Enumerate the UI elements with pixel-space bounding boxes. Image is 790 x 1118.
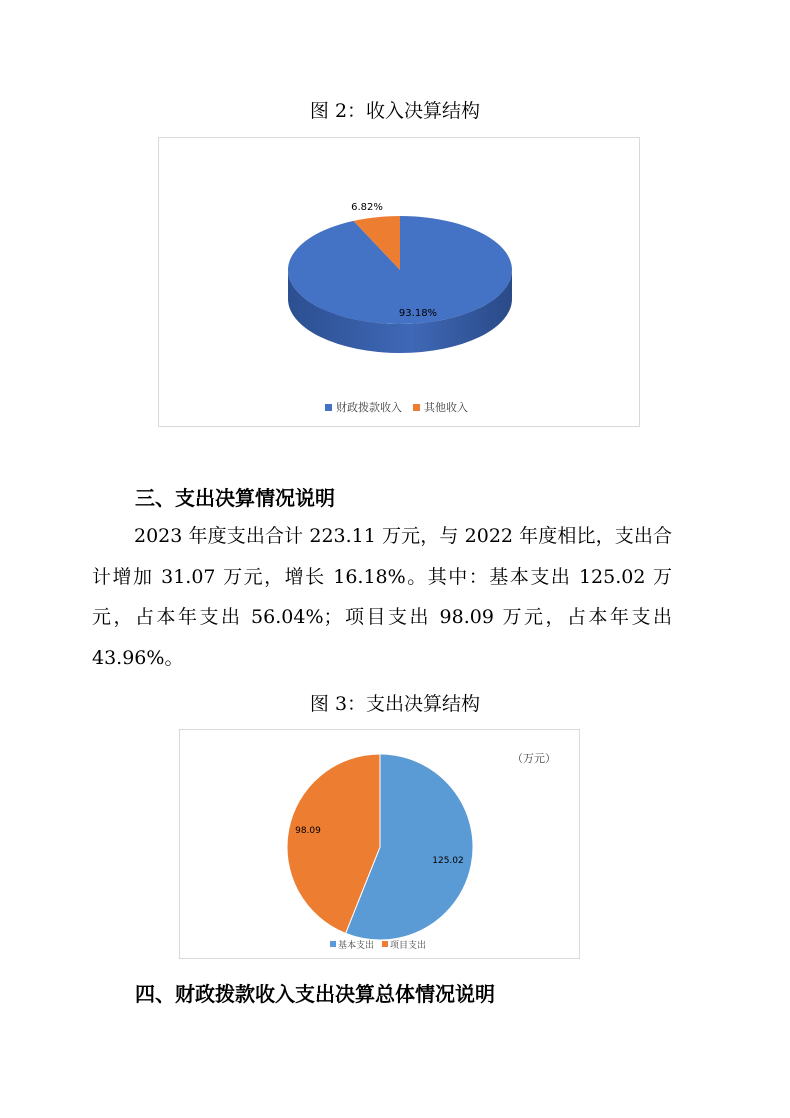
legend-label-basic: 基本支出 xyxy=(338,941,375,951)
section3-heading: 三、支出决算情况说明 xyxy=(135,486,335,510)
fig2-chart xyxy=(158,137,640,427)
fig3-chart xyxy=(179,729,580,959)
fig3-pie-svg xyxy=(180,730,579,958)
legend-label-other: 其他收入 xyxy=(424,401,468,414)
fig3-legend xyxy=(330,939,426,951)
legend-swatch-project xyxy=(382,941,388,947)
fig3-caption: 图 3：支出决算结构 xyxy=(309,693,481,715)
fig2-legend xyxy=(325,400,468,414)
unit-label: （万元） xyxy=(512,752,556,765)
section4-heading: 四、财政拨款收入支出决算总体情况说明 xyxy=(135,982,495,1006)
fig2-caption: 图 2：收入决算结构 xyxy=(309,100,481,122)
legend-label-project: 项目支出 xyxy=(390,941,427,951)
data-label-other: 6.82% xyxy=(351,202,383,213)
data-label-project: 98.09 xyxy=(295,826,321,836)
fig2-pie-svg xyxy=(159,138,639,426)
legend-swatch-other xyxy=(413,404,420,411)
data-label-fiscal: 93.18% xyxy=(398,308,438,319)
section3-paragraph: 2023 年度支出合计 223.11 万元，与 2022 年度相比，支出合计增加 31.07 万元，增长 16.18%。其中：基本支出 125.02 万元，占本年支出 56.04%；项目支出 98.09 万元，占本年支出 43.96%。 xyxy=(92,525,672,669)
legend-label-fiscal: 财政拨款收入 xyxy=(336,401,402,414)
data-label-basic: 125.02 xyxy=(432,856,464,866)
legend-swatch-fiscal xyxy=(325,404,332,411)
legend-swatch-basic xyxy=(330,941,336,947)
